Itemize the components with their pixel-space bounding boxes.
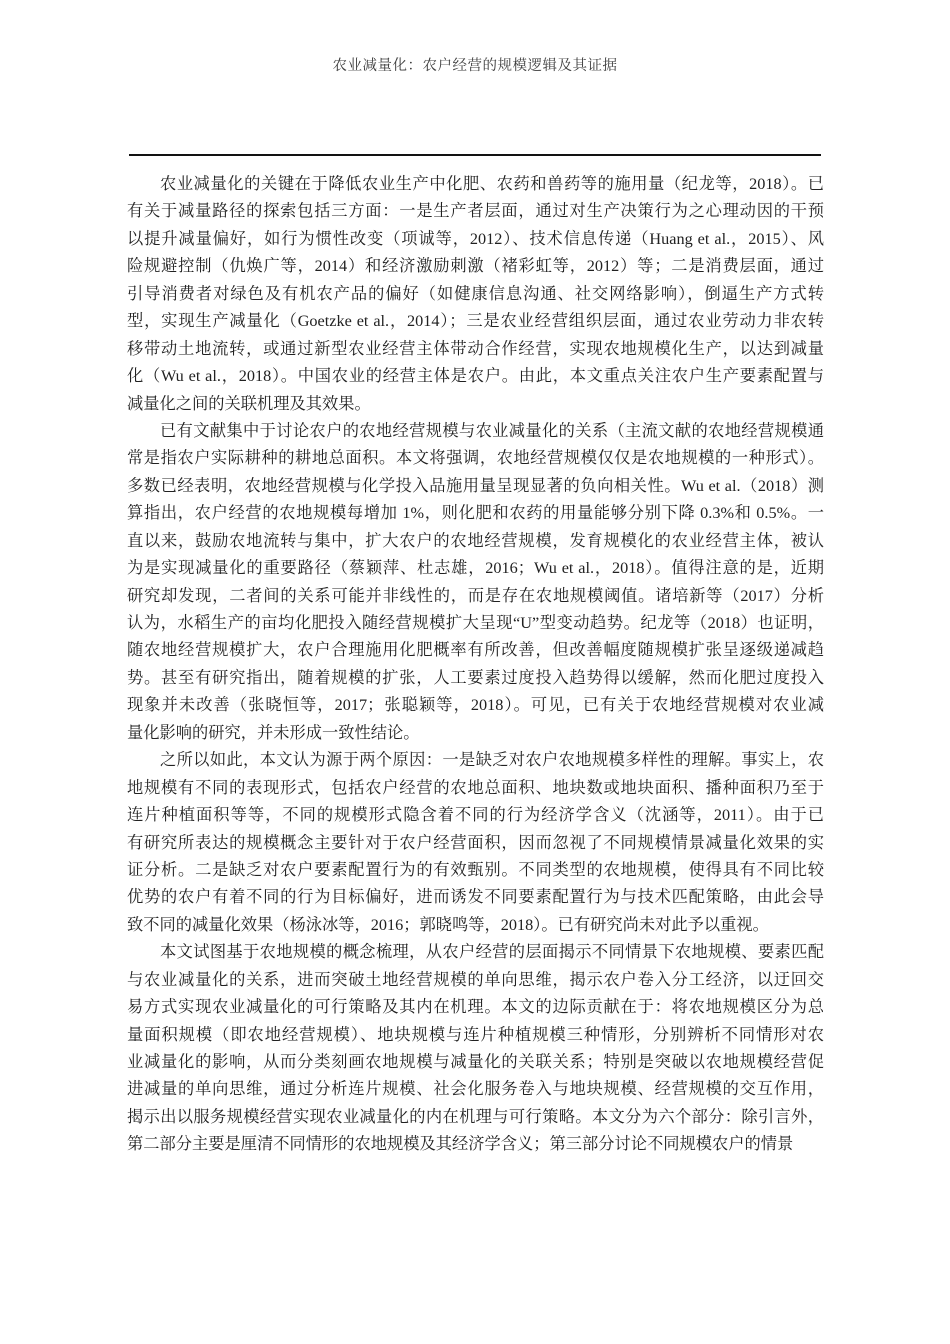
paragraph-line: 致不同的减量化效果（杨泳冰等，2016；郭晓鸣等，2018）。已有研究尚未对此予以重视。 [127,915,769,934]
paragraph-line: 算指出，农户经营的农地规模每增加 1%，则化肥和农药的用量能够分别下降 0.3%和 0.5%。一 [127,504,824,523]
paragraph-line: 已有文献集中于讨论农户的农地经营规模与农业减量化的关系（主流文献的农地经营规模通 [160,421,824,440]
paragraph-line: 进减量的单向思维，通过分析连片规模、社会化服务卷入与地块规模、经营规模的交互作用， [127,1080,824,1099]
paragraph-line: 有关于减量路径的探索包括三方面：一是生产者层面，通过对生产决策行为之心理动因的干预 [127,202,824,221]
paragraph-line: 地规模有不同的表现形式，包括农户经营的农地总面积、地块数或地块面积、播种面积乃至于 [127,778,824,797]
paragraph [127,939,824,1159]
paragraph-line: 引导消费者对绿色及有机农产品的偏好（如健康信息沟通、社交网络影响），倒逼生产方式转 [127,284,824,303]
paragraph-line: 易方式实现农业减量化的可行策略及其内在机理。本文的边际贡献在于：将农地规模区分为总 [127,998,824,1017]
paragraph-line: 本文试图基于农地规模的概念梳理，从农户经营的层面揭示不同情景下农地规模、要素匹配 [160,943,824,962]
paragraph-line: 现象并未改善（张晓恒等，2017；张聪颖等，2018）。可见，已有关于农地经营规模对农业减 [127,696,824,715]
paragraph [127,418,824,747]
paragraph-line: 以提升减量偏好，如行为惯性改变（项诚等，2012）、技术信息传递（Huang et al.，2015）、风 [127,229,824,248]
paragraph-line: 移带动土地流转，或通过新型农业经营主体带动合作经营，实现农地规模化生产，以达到减量 [127,339,824,358]
paragraph-line: 研究却发现，二者间的关系可能并非线性的，而是存在农地规模阈值。诸培新等（2017）分析 [127,586,824,605]
paragraph-line: 连片种植面积等等，不同的规模形式隐含着不同的行为经济学含义（沈涵等，2011）。由于已 [127,806,824,825]
paragraph-line: 势。甚至有研究指出，随着规模的扩张，人工要素过度投入趋势得以缓解，然而化肥过度投入 [127,668,824,687]
paragraph-line: 量化影响的研究，并未形成一致性结论。 [127,723,420,742]
paragraph-line: 化（Wu et al.，2018）。中国农业的经营主体是农户。由此，本文重点关注农户生产要素配置与 [127,367,824,386]
paragraph-line: 农业减量化的关键在于降低农业生产中化肥、农药和兽药等的施用量（纪龙等，2018）。已 [160,175,824,193]
paragraph-line: 减量化之间的关联机理及其效果。 [127,394,371,413]
paragraph-line: 险规避控制（仇焕广等，2014）和经济激励刺激（褚彩虹等，2012）等；二是消费层面，通过 [127,257,824,276]
document-body [127,171,824,1159]
paragraph-line: 多数已经表明，农地经营规模与化学投入品施用量呈现显著的负向相关性。Wu et al.（2018）测 [127,476,824,495]
paragraph-line: 之所以如此，本文认为源于两个原因：一是缺乏对农户农地规模多样性的理解。事实上，农 [160,751,824,770]
paragraph [127,171,824,418]
paragraph-line: 常是指农户实际耕种的耕地总面积。本文将强调，农地经营规模仅仅是农地规模的一种形式）。 [127,449,824,468]
paragraph-line: 业减量化的影响，从而分类刻画农地规模与减量化的关联关系；特别是突破以农地规模经营促 [127,1053,824,1071]
paragraph-line: 优势的农户有着不同的行为目标偏好，进而诱发不同要素配置行为与技术匹配策略，由此会导 [127,888,824,907]
paragraph-line: 揭示出以服务规模经营实现农业减量化的内在机理与可行策略。本文分为六个部分：除引言外， [127,1107,824,1126]
paragraph-line: 量面积规模（即农地经营规模）、地块规模与连片种植规模三种情形，分别辨析不同情形对农 [127,1025,824,1044]
paragraph-line: 认为，水稻生产的亩均化肥投入随经营规模扩大呈现“U”型变动趋势。纪龙等（2018）也证明， [127,614,824,632]
page-header-title: 农业减量化：农户经营的规模逻辑及其证据 [332,58,618,74]
paragraph-line: 型，实现生产减量化（Goetzke et al.，2014）；三是农业经营组织层面，通过农业劳动力非农转 [127,312,824,331]
paragraph-line: 为是实现减量化的重要路径（蔡颖萍、杜志雄，2016；Wu et al.，2018）。值得注意的是，近期 [127,559,824,578]
paragraph [127,747,824,939]
paragraph-line: 证分析。二是缺乏对农户要素配置行为的有效甄别。不同类型的农地规模，使得具有不同比较 [127,860,824,879]
paragraph-line: 随农地经营规模扩大，农户合理施用化肥概率有所改善，但改善幅度随规模扩张呈逐级递减趋 [127,641,824,660]
paragraph-line: 有研究所表达的规模概念主要针对于农户经营面积，因而忽视了不同规模情景减量化效果的实 [127,833,824,852]
paragraph-line: 第二部分主要是厘清不同情形的农地规模及其经济学含义；第三部分讨论不同规模农户的情景 [127,1135,794,1154]
header-rule [129,154,821,156]
paragraph-line: 与农业减量化的关系，进而突破土地经营规模的单向思维，揭示农户卷入分工经济，以迂回交 [127,970,824,989]
paragraph-line: 直以来，鼓励农地流转与集中，扩大农户的农地经营规模，发育规模化的农业经营主体，被认 [127,531,824,550]
